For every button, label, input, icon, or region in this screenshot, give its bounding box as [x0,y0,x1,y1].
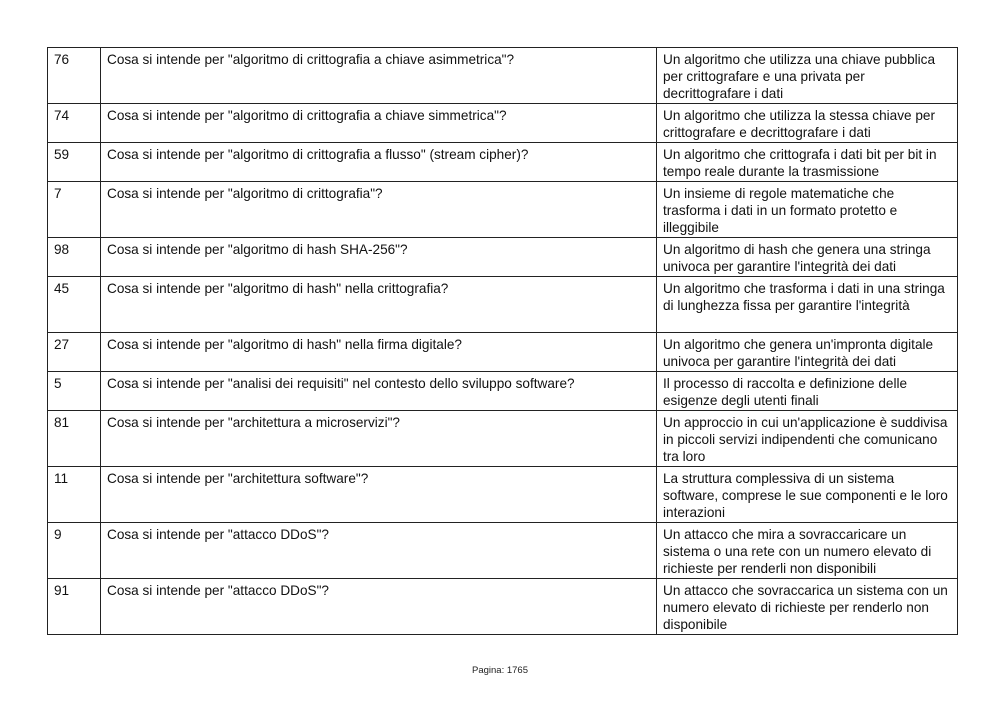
question-text: Cosa si intende per "attacco DDoS"? [101,579,657,635]
table-row [48,372,958,411]
table-row [48,277,958,333]
table-row [48,104,958,143]
page-number: Pagina: 1765 [472,665,528,676]
table-row [48,523,958,579]
question-text: Cosa si intende per "algoritmo di crittografia a chiave simmetrica"? [101,104,657,143]
question-id: 7 [48,182,101,238]
question-id: 11 [48,467,101,523]
question-text: Cosa si intende per "algoritmo di hash" nella firma digitale? [101,333,657,372]
question-id: 74 [48,104,101,143]
answer-text: Il processo di raccolta e definizione delle esigenze degli utenti finali [657,372,958,411]
question-id: 91 [48,579,101,635]
question-id: 98 [48,238,101,277]
table-row [48,238,958,277]
table-row [48,333,958,372]
table-row [48,48,958,104]
question-id: 27 [48,333,101,372]
question-text: Cosa si intende per "algoritmo di crittografia"? [101,182,657,238]
answer-text: La struttura complessiva di un sistema software, comprese le sue componenti e le loro interazioni [657,467,958,523]
answer-text: Un algoritmo di hash che genera una stringa univoca per garantire l'integrità dei dati [657,238,958,277]
question-id: 76 [48,48,101,104]
question-text: Cosa si intende per "algoritmo di crittografia a flusso" (stream cipher)? [101,143,657,182]
question-text: Cosa si intende per "algoritmo di hash" nella crittografia? [101,277,657,333]
table-row [48,579,958,635]
answer-text: Un attacco che sovraccarica un sistema con un numero elevato di richieste per renderlo non disponibile [657,579,958,635]
answer-text: Un algoritmo che trasforma i dati in una stringa di lunghezza fissa per garantire l'integrità [657,277,958,333]
table-row [48,143,958,182]
qa-table [47,47,958,635]
question-id: 59 [48,143,101,182]
answer-text: Un approccio in cui un'applicazione è suddivisa in piccoli servizi indipendenti che comunicano tra loro [657,411,958,467]
answer-text: Un attacco che mira a sovraccaricare un sistema o una rete con un numero elevato di richieste per renderli non disponibili [657,523,958,579]
question-id: 81 [48,411,101,467]
question-text: Cosa si intende per "architettura a microservizi"? [101,411,657,467]
table-row [48,411,958,467]
question-text: Cosa si intende per "attacco DDoS"? [101,523,657,579]
answer-text: Un algoritmo che utilizza la stessa chiave per crittografare e decrittografare i dati [657,104,958,143]
question-id: 5 [48,372,101,411]
answer-text: Un algoritmo che crittografa i dati bit per bit in tempo reale durante la trasmissione [657,143,958,182]
question-text: Cosa si intende per "architettura software"? [101,467,657,523]
answer-text: Un insieme di regole matematiche che trasforma i dati in un formato protetto e illeggibile [657,182,958,238]
question-text: Cosa si intende per "algoritmo di hash SHA-256"? [101,238,657,277]
question-id: 9 [48,523,101,579]
answer-text: Un algoritmo che utilizza una chiave pubblica per crittografare e una privata per decrittografare i dati [657,48,958,104]
question-text: Cosa si intende per "algoritmo di crittografia a chiave asimmetrica"? [101,48,657,104]
table-row [48,467,958,523]
question-text: Cosa si intende per "analisi dei requisiti" nel contesto dello sviluppo software? [101,372,657,411]
answer-text: Un algoritmo che genera un'impronta digitale univoca per garantire l'integrità dei dati [657,333,958,372]
table-row [48,182,958,238]
question-id: 45 [48,277,101,333]
